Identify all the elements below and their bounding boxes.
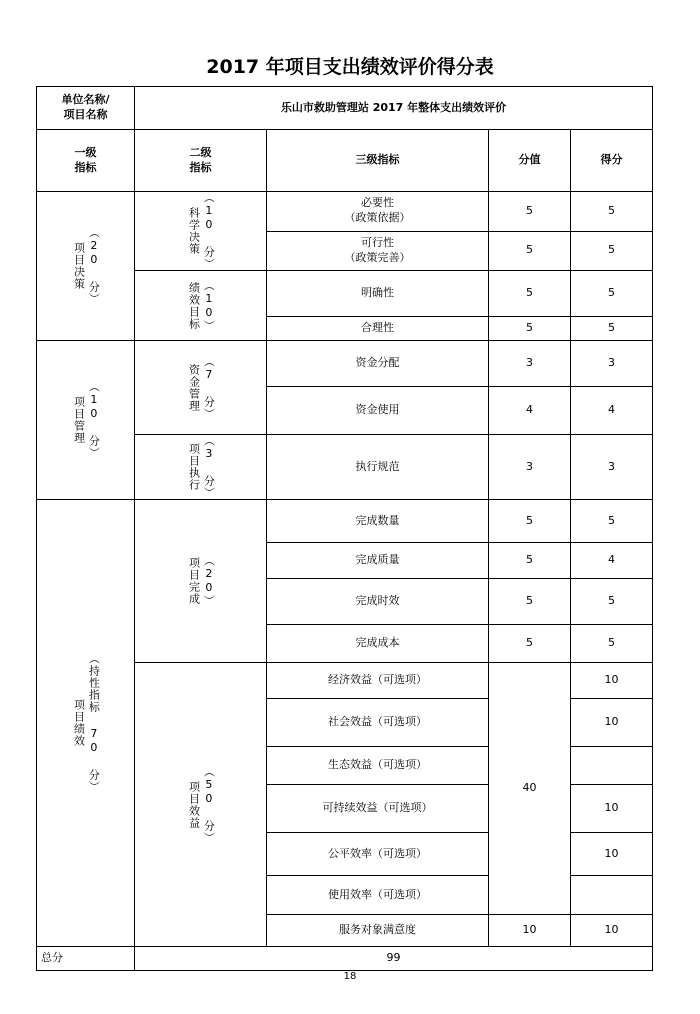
subgroup-cell <box>135 271 267 341</box>
subgroup-name: 项目效益 <box>187 780 201 829</box>
total-row <box>37 947 653 971</box>
group-cell <box>37 192 135 341</box>
score-cell: 4 <box>571 543 653 579</box>
indicator-name: 必要性 <box>361 196 394 210</box>
score-cell: 3 <box>571 341 653 387</box>
group-score: （10 分） <box>87 381 101 459</box>
value-cell: 5 <box>489 579 571 625</box>
score-cell <box>571 876 653 915</box>
score-cell <box>571 747 653 785</box>
indicator-cell: 执行规范 <box>267 435 489 500</box>
level2-header-line2: 指标 <box>189 160 212 174</box>
group-cell <box>37 341 135 500</box>
value-cell: 5 <box>489 231 571 271</box>
score-cell: 10 <box>571 699 653 747</box>
indicator-cell: 公平效率（可选项） <box>267 833 489 876</box>
level1-header-line2: 指标 <box>74 160 97 174</box>
score-cell: 10 <box>571 785 653 833</box>
table-row <box>37 500 653 543</box>
score-cell: 5 <box>571 579 653 625</box>
total-value: 99 <box>135 947 653 971</box>
total-label: 总分 <box>37 947 135 971</box>
indicator-cell: 完成数量 <box>267 500 489 543</box>
subgroup-score: （20） <box>202 555 216 607</box>
group-score: （持性指标 70 分） <box>87 653 101 793</box>
level2-header-line1: 二级 <box>189 145 212 159</box>
score-cell: 5 <box>571 625 653 663</box>
indicator-cell: 生态效益（可选项） <box>267 747 489 785</box>
score-cell: 5 <box>571 500 653 543</box>
group-score: （20 分） <box>87 227 101 305</box>
level1-header <box>37 130 135 192</box>
value-cell: 10 <box>489 915 571 947</box>
subgroup-score: （50 分） <box>202 765 216 844</box>
score-header: 得分 <box>571 130 653 192</box>
table-row <box>37 341 653 387</box>
value-cell: 5 <box>489 625 571 663</box>
indicator-cell: 可持续效益（可选项） <box>267 785 489 833</box>
indicator-cell: 经济效益（可选项） <box>267 663 489 699</box>
level2-header <box>135 130 267 192</box>
indicator-cell <box>267 192 489 232</box>
benefit-value-cell: 40 <box>489 663 571 915</box>
value-cell: 5 <box>489 192 571 232</box>
score-cell: 4 <box>571 387 653 435</box>
indicator-cell: 社会效益（可选项） <box>267 699 489 747</box>
subgroup-name: 项目完成 <box>187 557 201 605</box>
value-cell: 5 <box>489 317 571 341</box>
indicator-sub: （政策依据） <box>344 211 411 225</box>
unit-row <box>37 87 653 130</box>
score-cell: 5 <box>571 271 653 317</box>
unit-label-line2: 项目名称 <box>63 108 108 121</box>
indicator-sub: （政策完善） <box>344 250 411 264</box>
indicator-cell: 合理性 <box>267 317 489 341</box>
subgroup-score: （10 分） <box>202 192 216 270</box>
unit-label-line1: 单位名称/ <box>61 93 110 107</box>
indicator-cell: 完成质量 <box>267 543 489 579</box>
subgroup-name: 科学决策 <box>187 207 201 255</box>
value-cell: 5 <box>489 543 571 579</box>
score-cell: 5 <box>571 192 653 232</box>
indicator-cell: 服务对象满意度 <box>267 915 489 947</box>
page-title: 2017 年项目支出绩效评价得分表 <box>206 56 494 78</box>
value-cell: 3 <box>489 435 571 500</box>
indicator-cell: 使用效率（可选项） <box>267 876 489 915</box>
value-cell: 4 <box>489 387 571 435</box>
indicator-cell: 资金使用 <box>267 387 489 435</box>
value-cell: 5 <box>489 500 571 543</box>
group-name: 项目绩效 <box>72 699 86 747</box>
subgroup-cell <box>135 500 267 663</box>
value-cell: 5 <box>489 271 571 317</box>
group-name: 项目管理 <box>72 396 86 444</box>
column-header-row <box>37 130 653 192</box>
subgroup-cell <box>135 192 267 271</box>
value-cell: 3 <box>489 341 571 387</box>
subgroup-cell <box>135 663 267 947</box>
indicator-name: 可行性 <box>361 235 394 249</box>
score-table <box>36 86 653 971</box>
score-cell: 5 <box>571 317 653 341</box>
score-cell: 10 <box>571 915 653 947</box>
score-cell: 10 <box>571 833 653 876</box>
subgroup-score: （10） <box>202 279 216 332</box>
table-row <box>37 192 653 232</box>
score-cell: 10 <box>571 663 653 699</box>
score-cell: 3 <box>571 435 653 500</box>
indicator-cell: 明确性 <box>267 271 489 317</box>
indicator-cell: 资金分配 <box>267 341 489 387</box>
indicator-cell <box>267 231 489 271</box>
unit-label-cell <box>37 87 135 130</box>
score-cell: 5 <box>571 231 653 271</box>
unit-value-cell: 乐山市救助管理站 2017 年整体支出绩效评价 <box>135 87 653 130</box>
score-value-header: 分值 <box>489 130 571 192</box>
group-name: 项目决策 <box>72 242 86 290</box>
subgroup-name: 项目执行 <box>187 443 201 491</box>
level3-header: 三级指标 <box>267 130 489 192</box>
group-cell <box>37 500 135 947</box>
subgroup-score: （3 分） <box>202 435 216 499</box>
subgroup-cell <box>135 435 267 500</box>
subgroup-name: 绩效目标 <box>187 281 201 330</box>
subgroup-score: （7 分） <box>202 355 216 420</box>
indicator-cell: 完成成本 <box>267 625 489 663</box>
subgroup-cell <box>135 341 267 435</box>
page-number: 18 <box>343 971 357 982</box>
subgroup-name: 资金管理 <box>187 363 201 412</box>
indicator-cell: 完成时效 <box>267 579 489 625</box>
level1-header-line1: 一级 <box>74 145 97 159</box>
